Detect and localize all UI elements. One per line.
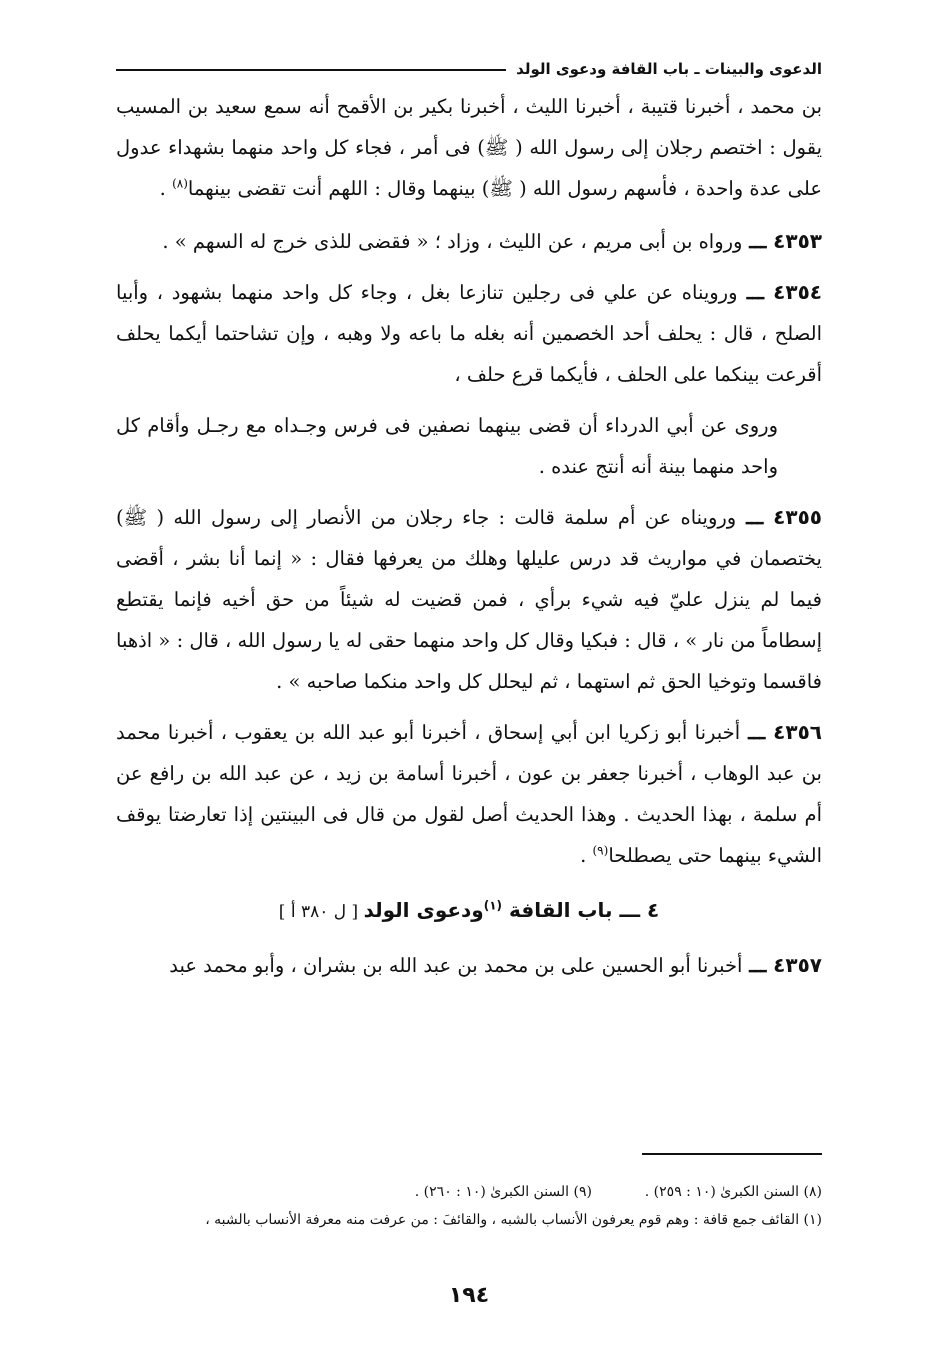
footnote-marker: (٨) <box>172 176 188 191</box>
hadith-4355 <box>116 497 822 702</box>
footnotes <box>116 1178 822 1234</box>
footnote-row <box>116 1178 822 1206</box>
hadith-dash: ـــ <box>736 506 774 529</box>
footnote-rule <box>642 1153 822 1155</box>
hadith-number: ٤٣٥٧ <box>773 953 822 977</box>
hadith-text: أخبرنا أبو الحسين على بن محمد بن عبد الله بن بشران ، وأبو محمد عبد <box>169 954 743 977</box>
footnote-marker: (٩) <box>592 843 609 858</box>
footnote-8: (٨) السنن الكبرىٰ (١٠ : ٢٥٩) . <box>644 1184 822 1200</box>
hadith-text: ورويناه عن أم سلمة قالت : جاء رجلان من الأنصار إلى رسول الله ( ﷺ) يختصمان في مواريث قد درس عليلها وهلك من يعرفها فقال : « إنما أنا بشر ، أقضى فيما لم ينزل عليّ فيه شيء برأي ، فمن قضيت له شيئاً من حق أخيه فإنما يقتطع إسطاماً من نار » ، قال : فبكيا وقال كل واحد منهما حقى له يا رسول الله ، قال : « اذهبا فاقسما وتوخيا الحق ثم استهما ، ثم ليحلل كل واحد منكما صاحبه » . <box>116 506 822 693</box>
chapter-title-prefix: ٤ ـــ باب القافة <box>502 898 660 922</box>
hadith-4356 <box>116 712 822 876</box>
chapter-heading <box>116 890 822 933</box>
hadith-4357 <box>116 945 822 986</box>
running-head <box>116 58 822 80</box>
hadith-4354 <box>116 272 822 395</box>
page-number: ١٩٤ <box>448 1283 490 1308</box>
manuscript-reference: [ ل ٣٨٠ أ ] <box>278 902 364 922</box>
paragraph-text: وروى عن أبي الدرداء أن قضى بينهما نصفين فى فرس وجـداه مع رجـل وأقام كل واحد منهما بينة أنه أنتج عنده . <box>116 414 778 478</box>
main-text <box>116 86 822 996</box>
paragraph-continuation <box>116 86 822 209</box>
hadith-number: ٤٣٥٤ <box>773 280 822 304</box>
hadith-text: ورواه بن أبى مريم ، عن الليث ، وزاد ؛ « فقضى للذى خرج له السهم » . <box>162 230 743 253</box>
hadith-number: ٤٣٥٦ <box>773 720 822 744</box>
hadith-dash: ـــ <box>742 954 774 977</box>
hadith-dash: ـــ <box>737 281 774 304</box>
hadith-dash: ـــ <box>742 230 774 253</box>
hadith-dash: ـــ <box>740 721 774 744</box>
paragraph-abu-darda <box>116 405 822 487</box>
paragraph-text: بن محمد ، أخبرنا قتيبة ، أخبرنا الليث ، أخبرنا بكير بن الأقمح أنه سمع سعيد بن المسيب يقول : اختصم رجلان إلى رسول الله ( ﷺ) فى أمر ، فجاء كل واحد منهما بشهداء عدول على عدة واحدة ، فأسهم رسول الله ( ﷺ) بينهما وقال : اللهم أنت تقضى بينهما <box>116 95 822 200</box>
paragraph-tail: . <box>159 177 173 200</box>
footnote-marker: (١) <box>483 898 503 913</box>
running-head-title: الدعوى والبينات ـ باب القافة ودعوى الولد <box>516 60 822 78</box>
hadith-text: أخبرنا أبو زكريا ابن أبي إسحاق ، أخبرنا أبو عبد الله بن يعقوب ، أخبرنا محمد بن عبد الوهاب ، أخبرنا جعفر بن عون ، أخبرنا أسامة بن زيد ، عن عبد الله بن رافع عن أم سلمة ، بهذا الحديث . وهذا الحديث أصل لقول من قال فى البينتين إذا تعارضتا يوقف الشيء بينهما حتى يصطلحا <box>116 721 822 867</box>
hadith-number: ٤٣٥٥ <box>773 505 822 529</box>
hadith-number: ٤٣٥٣ <box>773 229 822 253</box>
paragraph-tail: . <box>580 844 593 867</box>
footnote-9: (٩) السنن الكبرىٰ (١٠ : ٢٦٠) . <box>414 1184 592 1200</box>
chapter-title-suffix: ودعوى الولد <box>363 898 484 922</box>
footnote-row <box>116 1206 822 1234</box>
hadith-4353 <box>116 221 822 262</box>
hadith-text: ورويناه عن علي فى رجلين تنازعا بغل ، وجاء كل واحد منهما بشهود ، وأبيا الصلح ، قال : يحلف أحد الخصمين أنه بغله ما باعه ولا وهبه ، وإن تشاحتما أيكما يحلف أقرعت بينكما على الحلف ، فأيكما قرع حلف ، <box>116 281 822 386</box>
footnote-1: (١) القائف جمع قافة : وهم قوم يعرفون الأنساب بالشبه ، والقائفَ : من عرفت منه معرفة الأنساب بالشبه ، <box>205 1212 822 1228</box>
running-head-rule <box>116 69 506 71</box>
